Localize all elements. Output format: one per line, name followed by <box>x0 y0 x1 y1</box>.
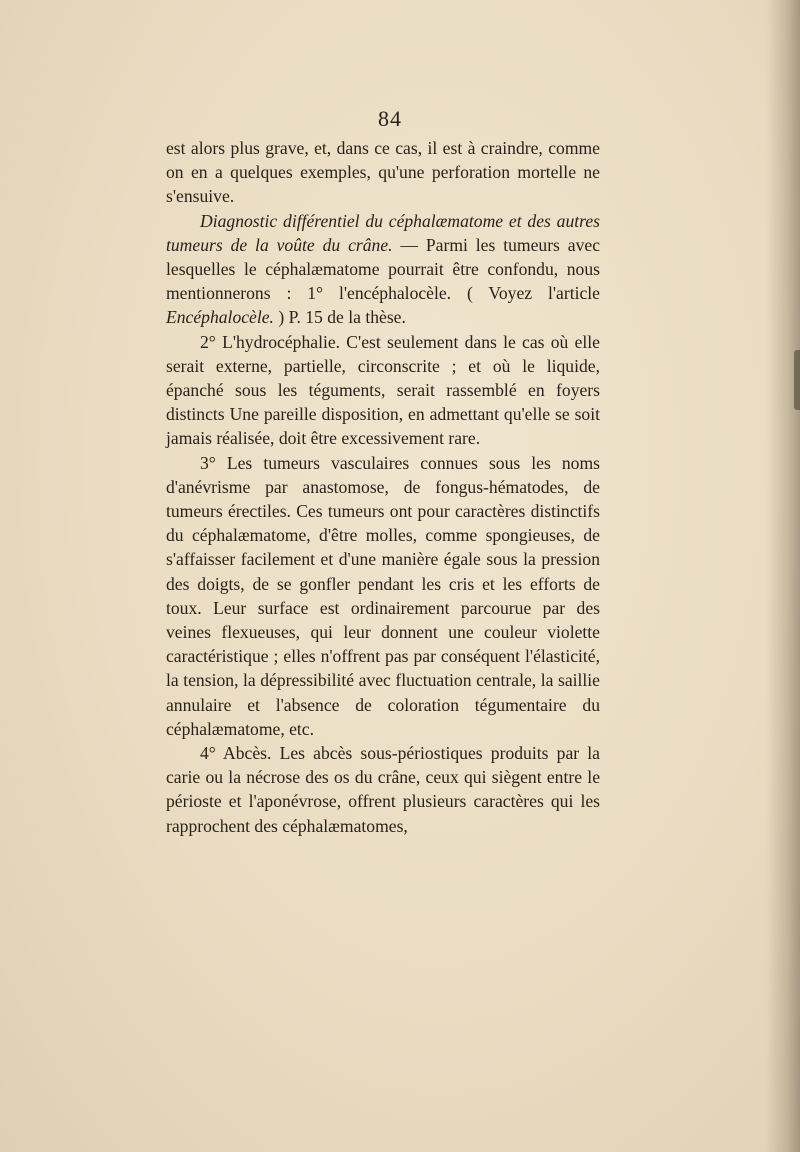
paragraph-diagnostic <box>166 209 600 330</box>
paragraph-text: — Parmi les tumeurs avec lesquelles le céphalæmatome pourrait être confondu, nous mentionnerons : 1° l'encéphalocèle. ( Voyez l'article <box>166 234 600 304</box>
paragraph-tumeurs-vasculaires: 3° Les tumeurs vasculaires connues sous les noms d'anévrisme par anastomose, de fongus-hématodes, de tumeurs érectiles. Ces tumeurs ont pour caractères distinctifs du céphalæmatome, d'être molles, comme spongieuses, de s'affaisser facilement et d'une manière égale sous la pression des doigts, de se gonfler pendant les cris et les efforts de toux. Leur surface est ordinairement parcourue par des veines flexueuses, qui leur donnent une couleur violette caractéristique ; elles n'offrent pas par conséquent l'élasticité, la tension, la dépressibilité avec fluctuation centrale, la saillie annulaire et l'absence de coloration tégumentaire du céphalæmatome, etc. <box>166 452 600 739</box>
cross-reference: Encéphalocèle. <box>166 307 274 328</box>
body-text <box>166 136 600 838</box>
page-edge-mark <box>794 350 800 410</box>
paragraph-text: ) P. 15 de la thèse. <box>273 307 406 328</box>
paragraph-continuation: est alors plus grave, et, dans ce cas, il est à craindre, comme on en a quelques exemples, qu'une perforation mortelle ne s'ensuive. <box>166 138 600 207</box>
section-heading: Diagnostic différentiel du céphalæmatome et des autres tumeurs de la voûte du crâne. <box>166 210 600 255</box>
paragraph-abces: 4° Abcès. Les abcès sous-périostiques produits par la carie ou la nécrose des os du crâne, ceux qui siègent entre le périoste et l'aponévrose, offrent plusieurs caractères qui les rapprochent des céphalæmatomes, <box>166 743 600 836</box>
paragraph-hydrocephalie: 2° L'hydrocéphalie. C'est seulement dans le cas où elle serait externe, partielle, circonscrite ; et où le liquide, épanché sous les téguments, serait rassemblé en foyers distincts Une pareille disposition, en admettant qu'elle se soit jamais réalisée, doit être excessivement rare. <box>166 331 600 449</box>
page-number: 84 <box>378 106 402 131</box>
page-edge-shadow <box>766 0 800 1152</box>
